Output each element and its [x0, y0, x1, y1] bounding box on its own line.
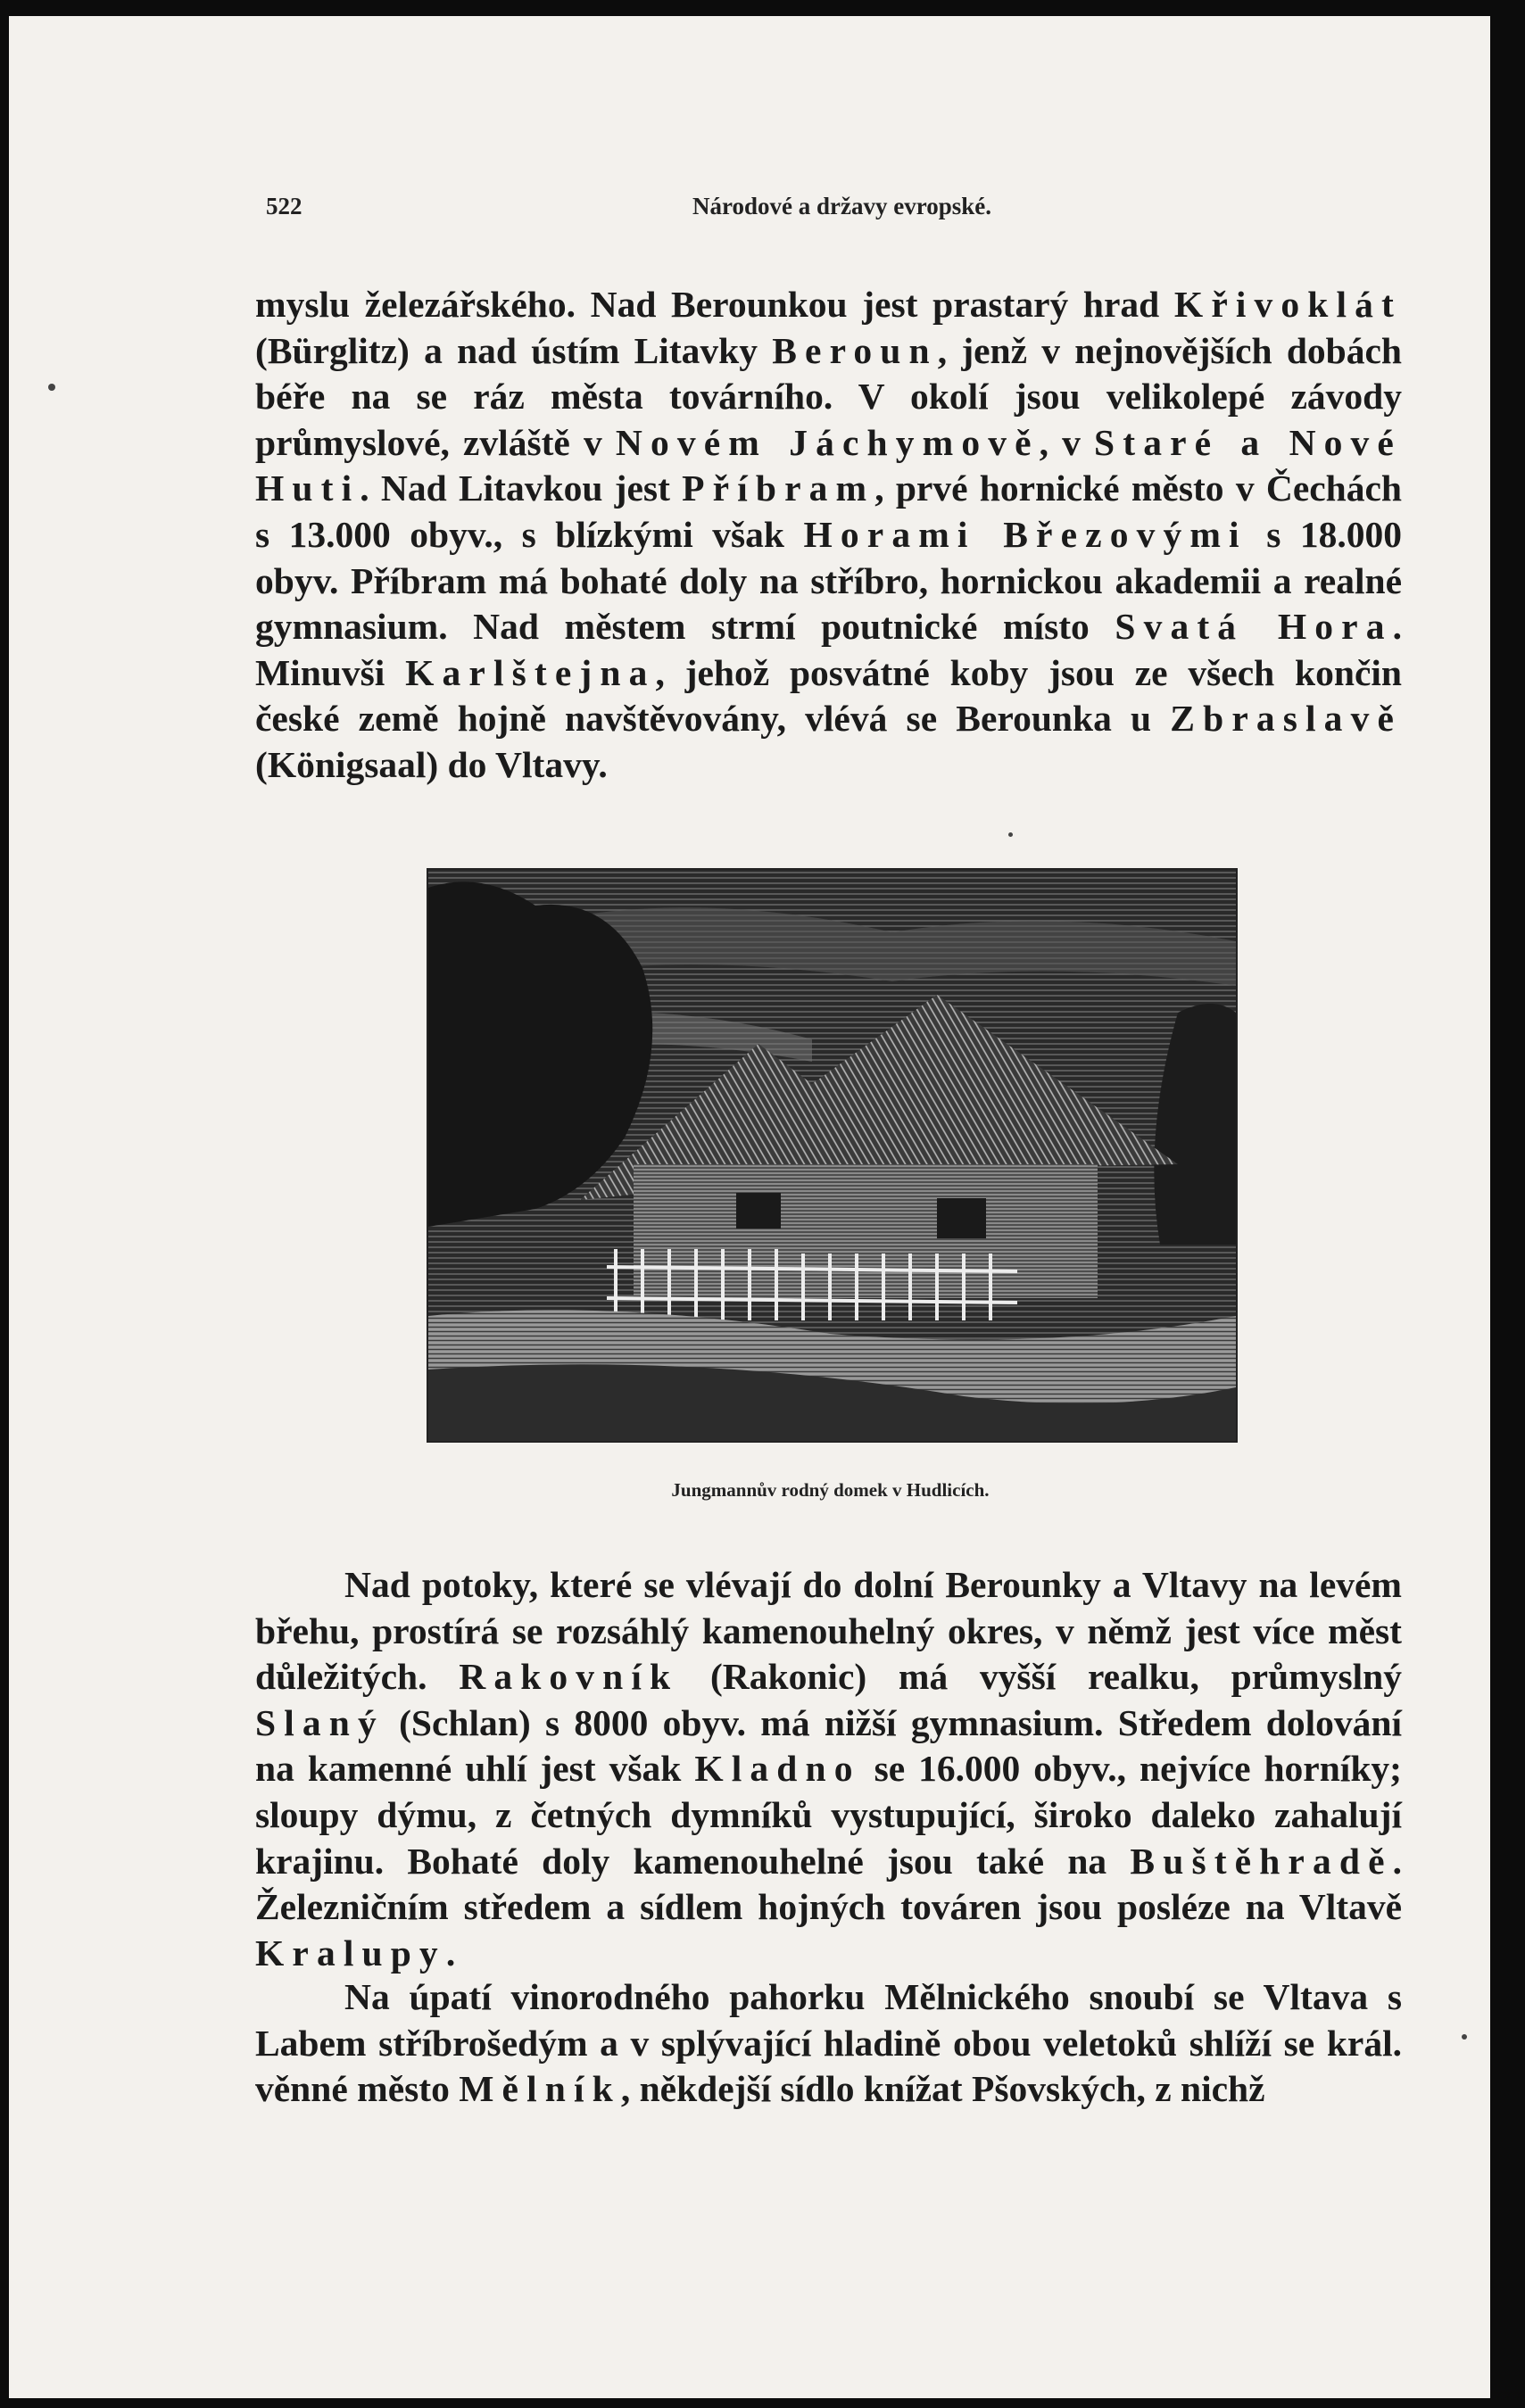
book-page	[9, 16, 1490, 2398]
paragraph-text	[255, 1974, 1402, 2113]
emphasized-name: Staré a Nové Huti	[255, 421, 1402, 509]
paragraph	[255, 1974, 1402, 2113]
paragraph-text	[255, 1562, 1402, 1976]
page-number: 522	[266, 193, 303, 219]
text-run: (Bürglitz) a nad ústím Litavky	[255, 329, 773, 371]
emphasized-name: Rakovník	[459, 1656, 679, 1698]
emphasized-name: Beroun	[772, 329, 938, 371]
emphasized-name: Mělník	[459, 2068, 621, 2110]
emphasized-name: Buštěhradě	[1130, 1840, 1393, 1882]
print-speck	[1008, 832, 1013, 837]
text-run: (Schlan) s 8000 obyv. má nižší gymnasium. Středem dolování na kamenné uhlí jest však	[255, 1701, 1402, 1790]
print-speck	[48, 384, 55, 391]
text-run: (Rakonic) má vyšší realku, průmyslný	[678, 1656, 1402, 1698]
emphasized-name: Horami Březovými	[803, 513, 1247, 555]
paragraph-text	[255, 282, 1402, 789]
text-run: s 18.000 obyv. Příbram má bohaté doly na stříbro, hornickou akademii a realné gymnasium. Nad městem strmí poutnické místo	[255, 513, 1403, 648]
emphasized-name: Zbraslavě	[1170, 698, 1402, 740]
figure-caption: Jungmannův rodný domek v Hudlicích.	[671, 1479, 990, 1501]
print-speck	[1462, 2034, 1467, 2040]
text-run: . Nad Litavkou jest	[360, 468, 683, 509]
emphasized-name: Kralupy	[255, 1932, 446, 1974]
text-run: .	[445, 1932, 456, 1974]
text-run: Nad potoky, které se vlévají do dolní Berounky a Vltavy na levém břehu, prostírá se rozsáhlý kamenouhelný okres, v němž jest více měst důležitých.	[255, 1564, 1402, 1698]
running-title: Národové a državy evropské.	[692, 193, 991, 219]
text-run: , někdejší sídlo knížat Pšovských, z nichž	[620, 2068, 1265, 2110]
text-run: (Königsaal) do Vltavy.	[255, 743, 608, 785]
emphasized-name: Křivoklát	[1173, 284, 1402, 325]
text-run: , v	[1039, 421, 1095, 463]
paragraph-continued	[255, 282, 1402, 789]
engraving-illustration	[427, 868, 1238, 1443]
text-run: se 16.000 obyv., nejvíce horníky; sloupy dýmu, z četných dymníků vystupující, široko daleko zahalují krajinu. Bohaté doly kamenouhelné jsou také na	[255, 1748, 1402, 1882]
paragraph	[255, 1562, 1402, 1976]
emphasized-name: Novém Jáchymově	[615, 421, 1040, 463]
emphasized-name: Příbram	[682, 468, 875, 509]
page-header	[255, 193, 1429, 237]
text-run: , jehož posvátné koby jsou ze všech končin české země hojně navštěvovány, vlévá se Berounka u	[255, 651, 1402, 740]
text-run: , jenž v nejnovějších dobách béře na se ráz města továrního. V okolí jsou velikolepé závody průmyslové, zvláště v	[255, 329, 1402, 463]
emphasized-name: Kladno	[694, 1748, 861, 1790]
text-run: Na úpatí vinorodného pahorku Mělnického snoubí se Vltava s Labem stříbrošedým a v splývající hladině obou veletoků shlíží se král. věnné město	[255, 1976, 1402, 2110]
emphasized-name: Svatá Hora	[1115, 606, 1393, 648]
house-engraving-image	[428, 870, 1236, 1441]
text-run: , prvé hornické město v Čechách s 13.000 obyv., s blízkými však	[255, 468, 1402, 555]
emphasized-name: Karlštejna	[405, 651, 656, 693]
text-run: . Minuvši	[255, 606, 1402, 693]
text-run: . Železničním středem a sídlem hojných továren jsou posléze na Vltavě	[255, 1840, 1402, 1928]
emphasized-name: Slaný	[255, 1701, 385, 1743]
text-run: myslu železářského. Nad Berounkou jest prastarý hrad	[255, 284, 1174, 325]
